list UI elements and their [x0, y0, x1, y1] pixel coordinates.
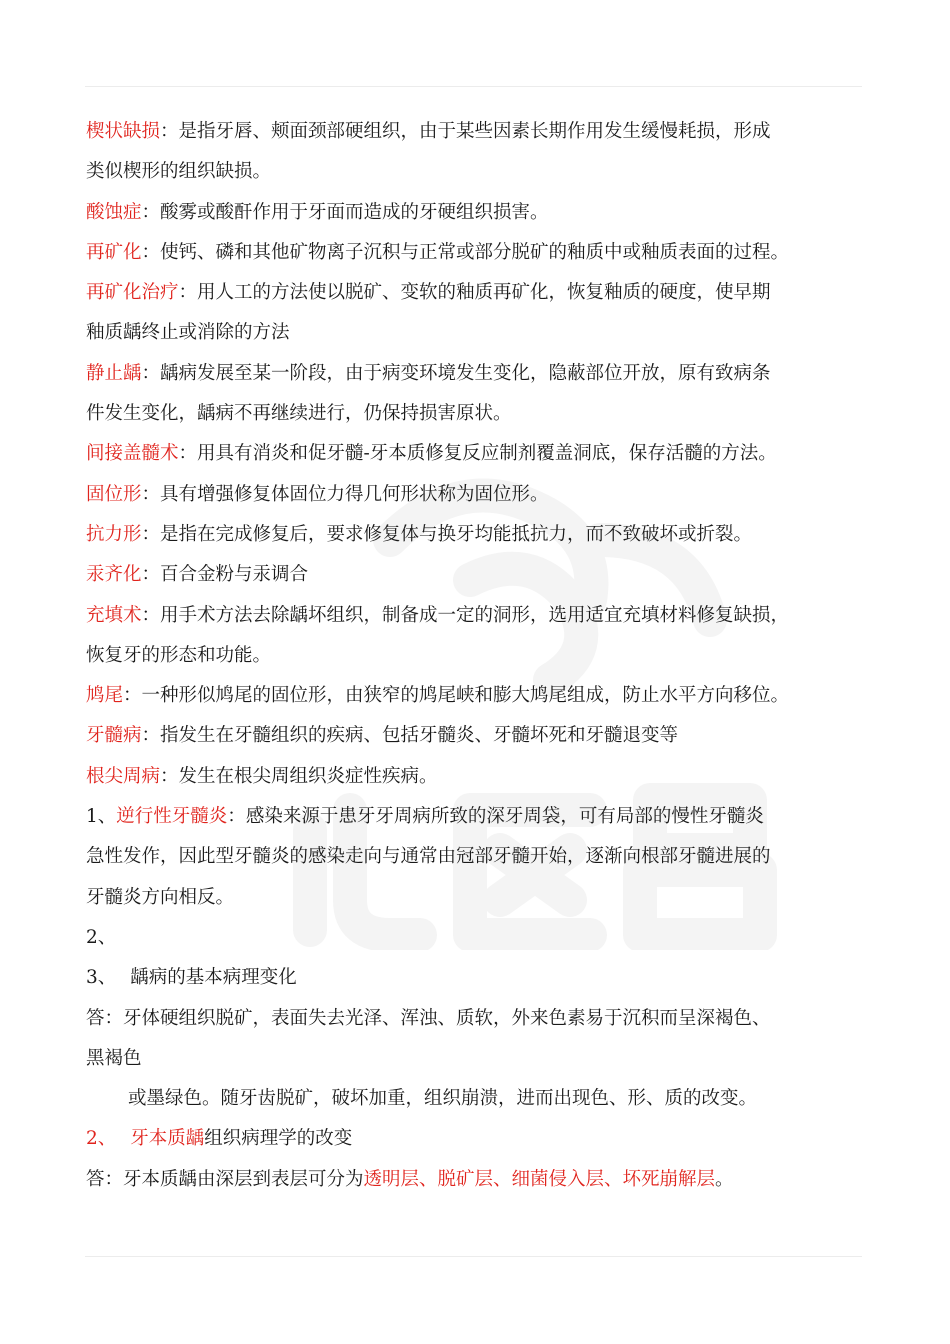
definition-line: 根尖周病：发生在根尖周组织炎症性疾病。: [86, 765, 438, 787]
numbered-item: [86, 958, 886, 998]
item-number: 3、: [86, 967, 117, 989]
item-number: 1、: [86, 806, 117, 828]
term: 静止龋: [86, 362, 142, 384]
answer-prefix: 答：: [86, 1168, 124, 1190]
term: 牙本质龋: [130, 1128, 205, 1150]
definition-line: 楔状缺损：是指牙唇、颊面颈部硬组织，由于某些因素长期作用发生缓慢耗损，形成: [86, 121, 771, 142]
footer-divider: [85, 1256, 862, 1257]
term: 间接盖髓术: [86, 443, 179, 465]
definition-continuation: 釉质龋终止或消除的方法: [86, 322, 290, 344]
definition-line: 酸蚀症：酸雾或酸酐作用于牙面而造成的牙硬组织损害。: [86, 201, 549, 223]
definition-line: 固位形：具有增强修复体固位力得几何形状称为固位形。: [86, 483, 549, 505]
term: 充填术: [86, 604, 142, 626]
term: 固位形: [86, 483, 142, 505]
document-body: [86, 112, 886, 1200]
definition-line: 静止龋：龋病发展至某一阶段，由于病变环境发生变化，隐蔽部位开放，原有致病条: [86, 362, 771, 384]
numbered-item: 2、 牙本质龋组织病理学的改变: [86, 1119, 886, 1159]
definition-line: 抗力形：是指在完成修复后，要求修复体与换牙均能抵抗力，而不致破坏或折裂。: [86, 523, 753, 545]
definition-line: 间接盖髓术：用具有消炎和促牙髓-牙本质修复反应制剂覆盖洞底，保存活髓的方法。: [86, 443, 777, 465]
numbered-continuation: 急性发作，因此型牙髓炎的感染走向与通常由冠部牙髓开始，逐渐向根部牙髓进展的: [86, 846, 771, 868]
definition-continuation: 恢复牙的形态和功能。: [86, 644, 272, 666]
question-title: 龋病的基本病理变化: [130, 967, 297, 989]
answer-line: 答：牙本质龋由深层到表层可分为透明层、脱矿层、细菌侵入层、坏死崩解层。: [86, 1168, 734, 1190]
answer-continuation: 或墨绿色。随牙齿脱矿，破坏加重，组织崩溃，进而出现色、形、质的改变。: [128, 1088, 758, 1110]
answer-continuation: 黑褐色: [86, 1047, 142, 1069]
header-divider: [85, 86, 862, 87]
answer-prefix: 答：: [86, 1007, 124, 1029]
item-number: 2、: [86, 1128, 117, 1150]
numbered-item: 1、逆行性牙髓炎：感染来源于患牙牙周病所致的深牙周袋，可有局部的慢性牙髓炎: [86, 797, 886, 837]
term: 酸蚀症: [86, 201, 142, 223]
term: 根尖周病: [86, 765, 161, 787]
definition-line: 再矿化：使钙、磷和其他矿物离子沉积与正常或部分脱矿的釉质中或釉质表面的过程。: [86, 241, 790, 263]
term: 鸠尾: [86, 685, 124, 707]
term: 逆行性牙髓炎: [116, 806, 228, 828]
definition-continuation: 件发生变化，龋病不再继续进行，仍保持损害原状。: [86, 403, 512, 425]
term: 楔状缺损: [86, 121, 161, 142]
item-number: 2、: [86, 926, 117, 948]
numbered-continuation: 牙髓炎方向相反。: [86, 886, 235, 908]
answer-line: 答：牙体硬组织脱矿，表面失去光泽、浑浊、质软，外来色素易于沉积而呈深褐色、: [86, 1007, 771, 1029]
definition-line: 汞齐化：百合金粉与汞调合: [86, 564, 309, 586]
layer-list: 透明层、脱矿层、细菌侵入层、坏死崩解层: [363, 1168, 716, 1190]
term: 汞齐化: [86, 564, 142, 586]
term: 再矿化: [86, 241, 142, 263]
definition-line: 鸠尾：一种形似鸠尾的固位形，由狭窄的鸠尾峡和膨大鸠尾组成，防止水平方向移位。: [86, 685, 790, 707]
definition-line: 牙髓病：指发生在牙髓组织的疾病、包括牙髓炎、牙髓坏死和牙髓退变等: [86, 725, 679, 747]
definition-line: 充填术：用手术方法去除龋坏组织，制备成一定的洞形，选用适宜充填材料修复缺损，: [86, 604, 790, 626]
numbered-item: [86, 918, 886, 958]
term: 牙髓病: [86, 725, 142, 747]
definition-line: 再矿化治疗：用人工的方法使以脱矿、变软的釉质再矿化，恢复釉质的硬度，使早期: [86, 282, 771, 304]
term: 抗力形: [86, 523, 142, 545]
definition-continuation: 类似楔形的组织缺损。: [86, 161, 272, 183]
term: 再矿化治疗: [86, 282, 179, 304]
